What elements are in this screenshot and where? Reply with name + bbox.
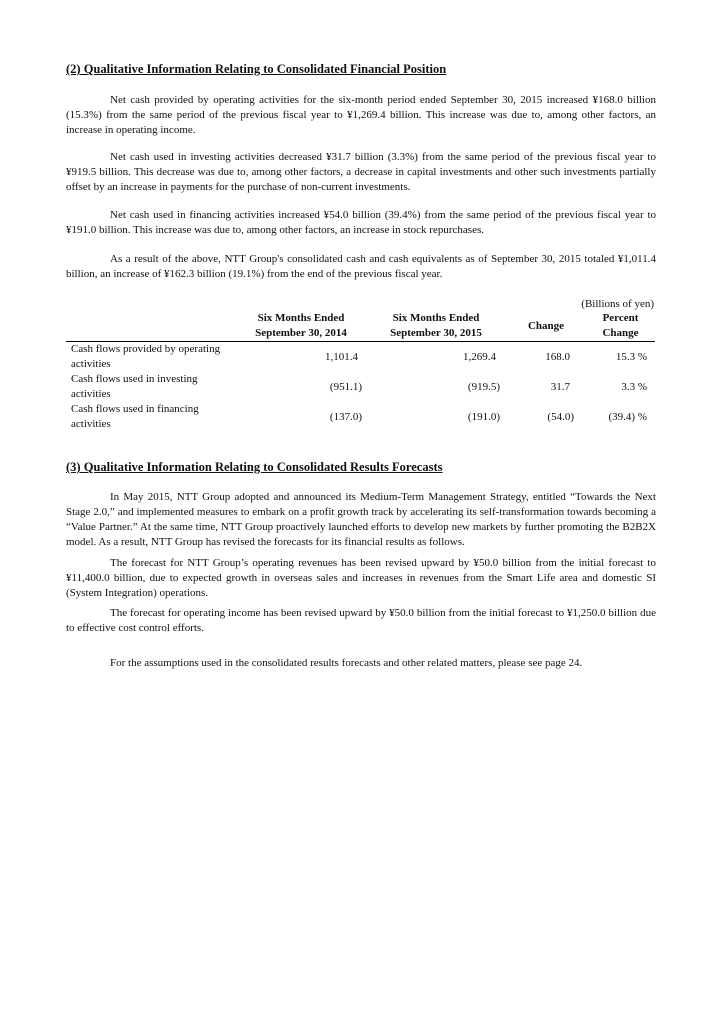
paragraph-financing-cash: Net cash used in financing activities increased ¥54.0 billion (39.4%) from the same period of the previous fiscal year to ¥191.0 billion. This increase was due to, among other factors, an increase in stock repurchases. <box>66 209 656 236</box>
row-label: Cash flows provided by operating activities <box>71 343 221 370</box>
cell-percent: (39.4) % <box>608 410 647 423</box>
cell-2014: (137.0) <box>329 410 362 423</box>
cell-2015: (191.0) <box>467 410 500 423</box>
cash-flow-table <box>66 311 655 432</box>
paragraph-assumptions: For the assumptions used in the consolidated results forecasts and other related matters, please see page 24. <box>110 657 583 669</box>
paragraph-income-forecast: The forecast for operating income has been revised upward by ¥50.0 billion from the initial forecast to ¥1,250.0 billion due to effective cost control efforts. <box>66 607 656 634</box>
paragraph-strategy: In May 2015, NTT Group adopted and announced its Medium-Term Management Strategy, entitled “Towards the Next Stage 2.0,” and implemented measures to embark on a profit growth track by accelerating its self-transformation towards becoming a “Value Partner.” At the same time, NTT Group proactively launched efforts to develop new markets by further promoting the B2B2X model. As a result, NTT Group has revised the forecasts for its financial results as follows. <box>66 491 656 548</box>
header-percent-change: Percent Change <box>586 311 655 342</box>
header-blank-cell <box>66 311 236 342</box>
row-label: Cash flows used in financing activities <box>71 403 199 430</box>
section-2-heading: (2) Qualitative Information Relating to Consolidated Financial Position <box>66 62 447 76</box>
cell-change: 168.0 <box>545 350 570 363</box>
cell-change: (54.0) <box>547 410 574 423</box>
cell-percent: 3.3 % <box>621 380 647 393</box>
header-change: Change <box>506 311 586 342</box>
table-unit-note: (Billions of yen) <box>581 298 654 310</box>
header-six-months-2015: Six Months Ended September 30, 2015 <box>366 311 506 342</box>
table-row <box>66 372 655 402</box>
paragraph-operating-cash: Net cash provided by operating activities for the six-month period ended September 30, 2015 increased ¥168.0 billion (15.3%) from the same period of the previous fiscal year to ¥1,269.4 billion. This increase was due to, among other factors, an increase in operating income. <box>66 94 656 136</box>
cell-2014: 1,101.4 <box>325 350 358 363</box>
cell-2015: (919.5) <box>467 380 500 393</box>
paragraph-cash-summary: As a result of the above, NTT Group's consolidated cash and cash equivalents as of September 30, 2015 totaled ¥1,011.4 billion, an increase of ¥162.3 billion (19.1%) from the end of the previous fiscal year. <box>66 253 656 280</box>
section-3-heading: (3) Qualitative Information Relating to Consolidated Results Forecasts <box>66 460 443 474</box>
paragraph-revenue-forecast: The forecast for NTT Group’s operating revenues has been revised upward by ¥50.0 billion from the initial forecast to ¥11,400.0 billion, due to expected growth in overseas sales and increases in revenues from the Smart Life area and domestic SI (System Integration) operations. <box>66 557 656 599</box>
cell-percent: 15.3 % <box>615 350 647 363</box>
header-six-months-2014: Six Months Ended September 30, 2014 <box>236 311 366 342</box>
row-label: Cash flows used in investing activities <box>71 373 198 400</box>
cell-change: 31.7 <box>550 380 570 393</box>
cell-2015: 1,269.4 <box>463 350 496 363</box>
table-header-row <box>66 311 655 342</box>
cell-2014: (951.1) <box>329 380 362 393</box>
table-row <box>66 402 655 432</box>
paragraph-investing-cash: Net cash used in investing activities decreased ¥31.7 billion (3.3%) from the same period of the previous fiscal year to ¥919.5 billion. This decrease was due to, among other factors, a decrease in capital investments and other such investments partially offset by an increase in payments for the purchase of non-current investments. <box>66 151 656 193</box>
table-row <box>66 342 655 373</box>
